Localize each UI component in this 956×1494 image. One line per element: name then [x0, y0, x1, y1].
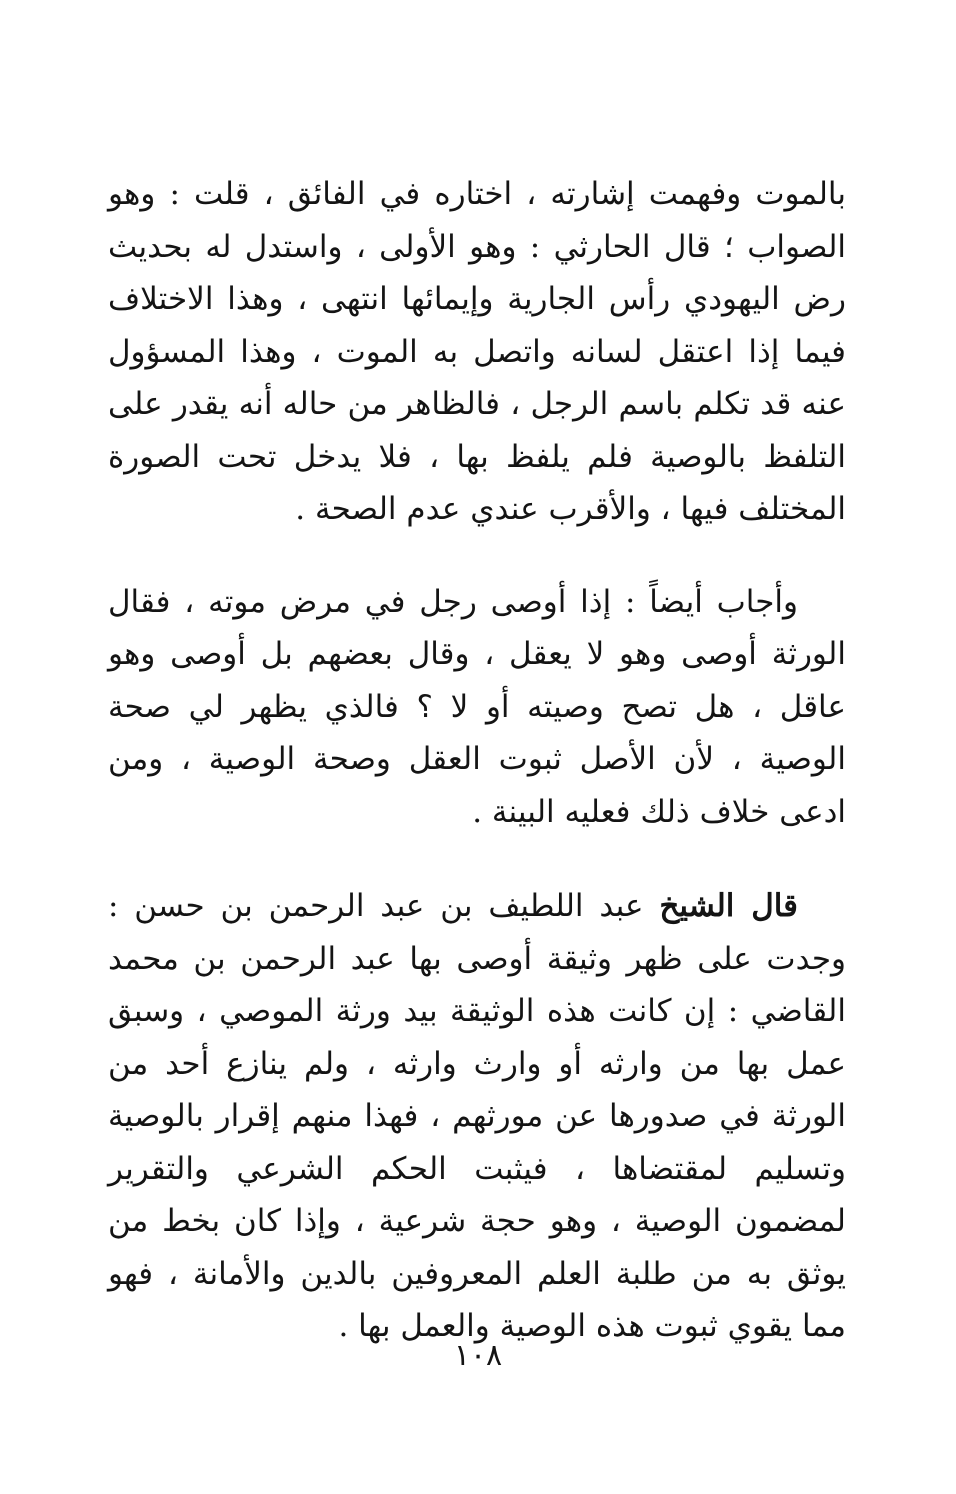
- page-number: ١٠٨: [453, 1338, 503, 1373]
- paragraph-3-lead: قال الشيخ: [659, 888, 798, 924]
- paragraph-3-text: عبد اللطيف بن عبد الرحمن بن حسن : وجدت على ظهر وثيقة أوصى بها عبد الرحمن بن محمد القاضي : إن كانت هذه الوثيقة بيد ورثة الموصي ، وسبق عمل بها من وارثه أو وارث وارثه ، ولم ينازع أحد من الورثة في صدورها عن مورثهم ، فهذا منهم إقرار بالوصية وتسليم لمقتضاها ، فيثبت الحكم الشرعي والتقرير لمضمون الوصية ، وهو حجة شرعية ، وإذا كان بخط من يوثق به من طلبة العلم المعروفين بالدين والأمانة ، فهو مما يقوي ثبوت هذه الوصية والعمل بها .: [108, 888, 846, 1344]
- paragraph-2: وأجاب أيضاً : إذا أوصى رجل في مرض موته ، فقال الورثة أوصى وهو لا يعقل ، وقال بعضهم بل أوصى وهو عاقل ، هل تصح وصيته أو لا ؟ فالذي يظهر لي صحة الوصية ، لأن الأصل ثبوت العقل وصحة الوصية ، ومن ادعى خلاف ذلك فعليه البينة .: [108, 583, 846, 830]
- page-body: [108, 168, 846, 1384]
- paragraph-1: بالموت وفهمت إشارته ، اختاره في الفائق ، قلت : وهو الصواب ؛ قال الحارثي : وهو الأولى ، واستدل له بحديث رض اليهودي رأس الجارية وإيمائها انتهى ، وهذا الاختلاف فيما إذا اعتقل لسانه واتصل به الموت ، وهذا المسؤول عنه قد تكلم باسم الرجل ، فالظاهر من حاله أنه يقدر على التلفظ بالوصية فلم يلفظ بها ، فلا يدخل تحت الصورة المختلف فيها ، والأقرب عندي عدم الصحة .: [108, 176, 846, 527]
- paragraph-3: [108, 880, 846, 1353]
